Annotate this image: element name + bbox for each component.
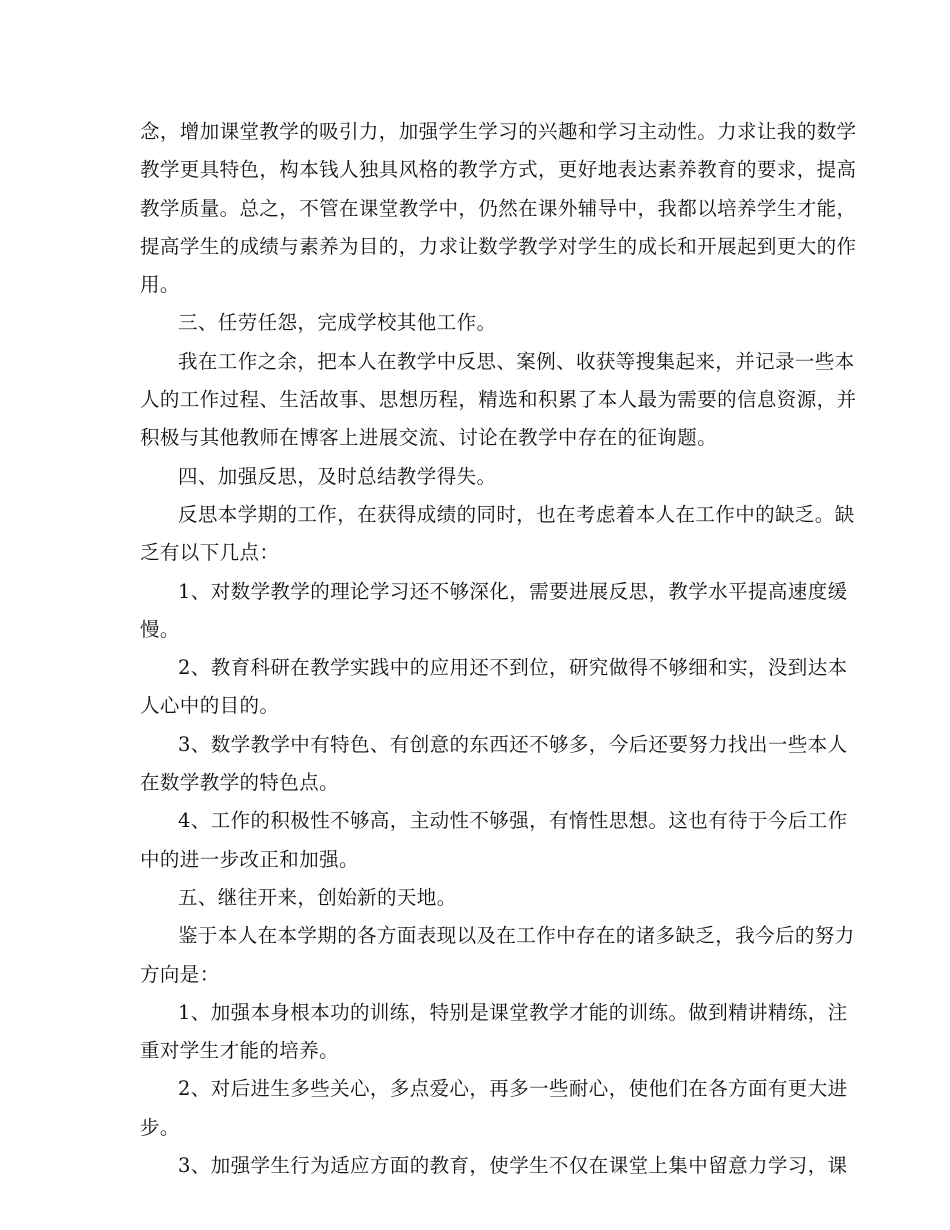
- text-line: 积极与其他教师在博客上进展交流、讨论在教学中存在的征询题。: [140, 426, 718, 450]
- list-item: 1、加强本身根本功的训练，特别是课堂教学才能的训练。做到精讲精练，注: [178, 1000, 848, 1024]
- list-item: 1、对数学教学的理论学习还不够深化，需要进展反思，教学水平提高速度缓: [178, 579, 848, 603]
- text-line: 步。: [140, 1115, 180, 1139]
- list-item: 4、工作的积极性不够高，主动性不够强，有惰性思想。这也有待于今后工作: [178, 809, 848, 833]
- list-item: 3、数学教学中有特色、有创意的东西还不够多，今后还要努力找出一些本人: [178, 732, 848, 756]
- list-item: 3、加强学生行为适应方面的教育，使学生不仅在课堂上集中留意力学习，课: [178, 1154, 848, 1178]
- text-line: 反思本学期的工作，在获得成绩的同时，也在考虑着本人在工作中的缺乏。缺: [178, 502, 855, 526]
- list-item: 2、对后进生多些关心，多点爱心，再多一些耐心，使他们在各方面有更大进: [178, 1077, 848, 1101]
- text-line: 人心中的目的。: [140, 694, 280, 718]
- section-heading: 三、任劳任怨，完成学校其他工作。: [178, 311, 497, 335]
- text-line: 教学更具特色，构本钱人独具风格的教学方式，更好地表达素养教育的要求，提高: [140, 158, 857, 182]
- section-heading: 四、加强反思，及时总结教学得失。: [178, 464, 497, 488]
- text-line: 教学质量。总之，不管在课堂教学中，仍然在课外辅导中，我都以培养学生才能，: [140, 196, 857, 220]
- text-line: 重对学生才能的培养。: [140, 1039, 340, 1063]
- text-line: 在数学教学的特色点。: [140, 771, 340, 795]
- text-line: 鉴于本人在本学期的各方面表现以及在工作中存在的诸多缺乏，我今后的努力: [178, 924, 855, 948]
- text-line: 我在工作之余，把本人在教学中反思、案例、收获等搜集起来，并记录一些本: [178, 349, 855, 373]
- text-line: 用。: [140, 273, 180, 297]
- text-line: 中的进一步改正和加强。: [140, 847, 359, 871]
- text-line: 提高学生的成绩与素养为目的，力求让数学教学对学生的成长和开展起到更大的作: [140, 234, 857, 258]
- text-line: 念，增加课堂教学的吸引力，加强学生学习的兴趣和学习主动性。力求让我的数学: [140, 120, 857, 143]
- text-line: 方向是：: [140, 962, 220, 986]
- section-heading: 五、继往开来，创始新的天地。: [178, 885, 457, 909]
- text-line: 人的工作过程、生活故事、思想历程，精选和积累了本人最为需要的信息资源，并: [140, 388, 857, 412]
- text-line: 慢。: [140, 617, 180, 641]
- text-line: 乏有以下几点：: [140, 541, 280, 565]
- list-item: 2、教育科研在教学实践中的应用还不到位，研究做得不够细和实，没到达本: [178, 656, 848, 680]
- document-page: [140, 113, 857, 1185]
